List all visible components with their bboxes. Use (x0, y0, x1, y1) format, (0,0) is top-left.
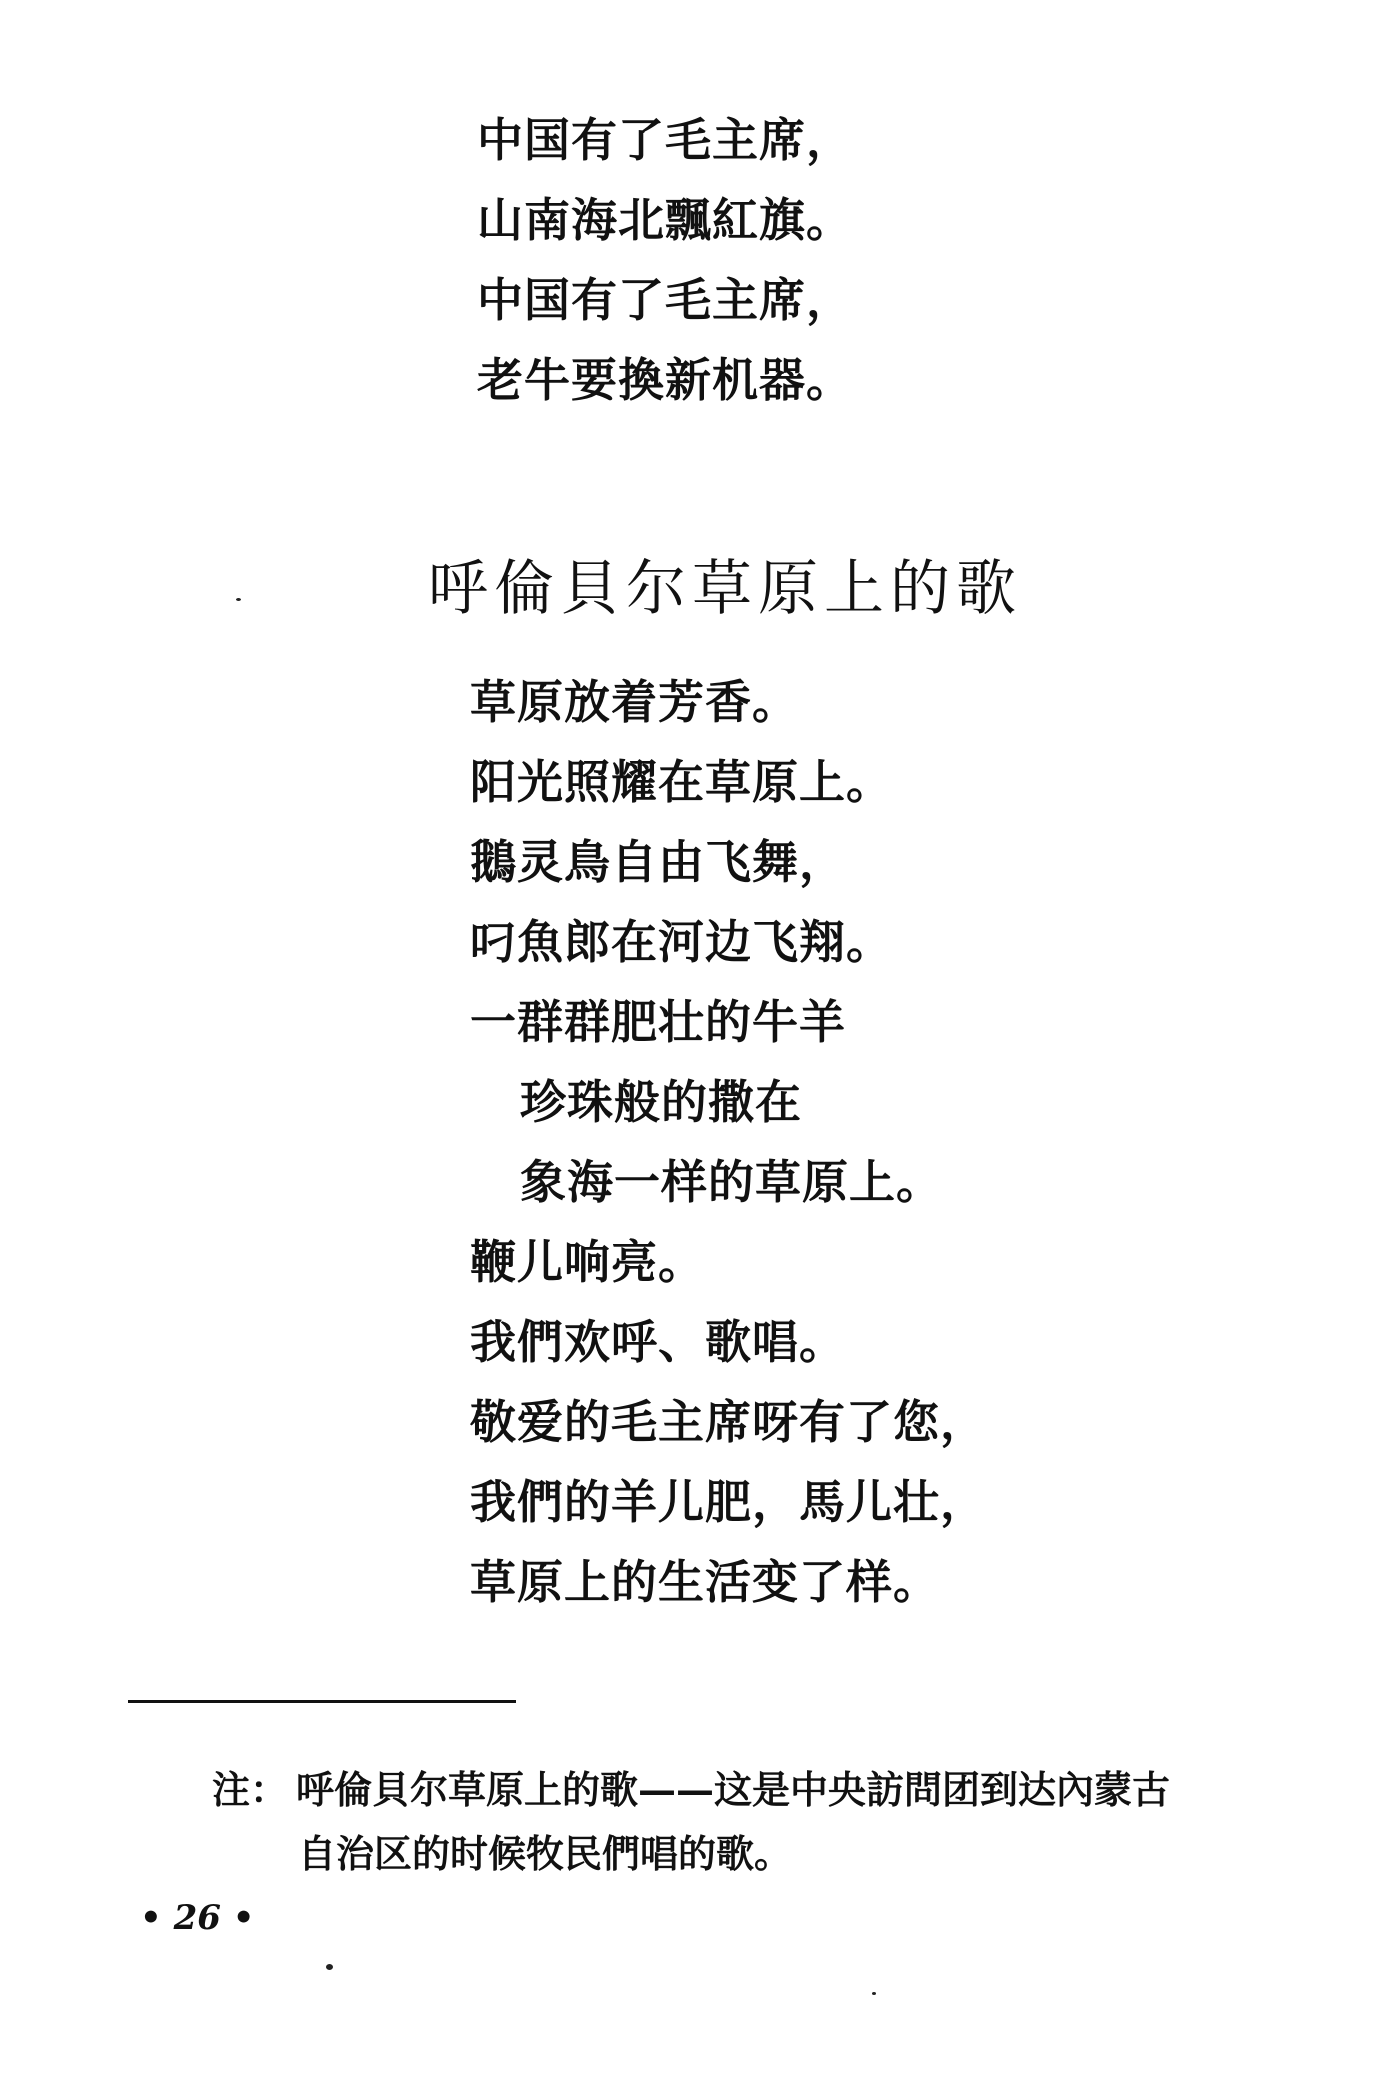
poem-line: 中国有了毛主席， (477, 273, 853, 327)
footnote-text-line-1: 呼倫貝尔草原上的歌——这是中央訪問团到达內蒙古 (296, 1767, 1171, 1812)
poem-line: 一群群肥壮的牛羊 (470, 995, 846, 1049)
poem-line: 阳光照耀在草原上。 (470, 755, 893, 809)
poem-line: 叼魚郎在河边飞翔。 (470, 915, 893, 969)
footnote-label: 注： (212, 1767, 289, 1812)
poem-line: 草原放着芳香。 (470, 675, 799, 729)
poem-line: 中国有了毛主席， (477, 113, 853, 167)
print-speck (236, 598, 241, 601)
poem-line: 我們的羊儿肥，馬儿壮， (470, 1475, 987, 1529)
poem-line: 草原上的生活变了样。 (470, 1555, 940, 1609)
footnote (212, 1758, 1170, 1822)
poem-line: 象海一样的草原上。 (520, 1155, 943, 1209)
print-speck (326, 1964, 333, 1970)
poem-line: 鞭儿响亮。 (470, 1235, 705, 1289)
footnote-divider (128, 1700, 516, 1703)
poem-title: 呼倫貝尔草原上的歌 (428, 554, 1022, 624)
poem-line: 山南海北飄紅旗。 (477, 193, 853, 247)
poem-line: 我們欢呼、歌唱。 (470, 1315, 846, 1369)
print-speck (872, 1992, 876, 1995)
poem-line: 老牛要換新机器。 (477, 353, 853, 407)
poem-line: 敬爱的毛主席呀有了您， (470, 1395, 987, 1449)
poem-line: 鵝灵鳥自由飞舞， (470, 835, 846, 889)
poem-line: 珍珠般的撒在 (520, 1075, 802, 1129)
page-number: • 26 • (140, 1898, 255, 1938)
footnote-text-line-2: 自治区的时候牧民們唱的歌。 (298, 1831, 793, 1876)
